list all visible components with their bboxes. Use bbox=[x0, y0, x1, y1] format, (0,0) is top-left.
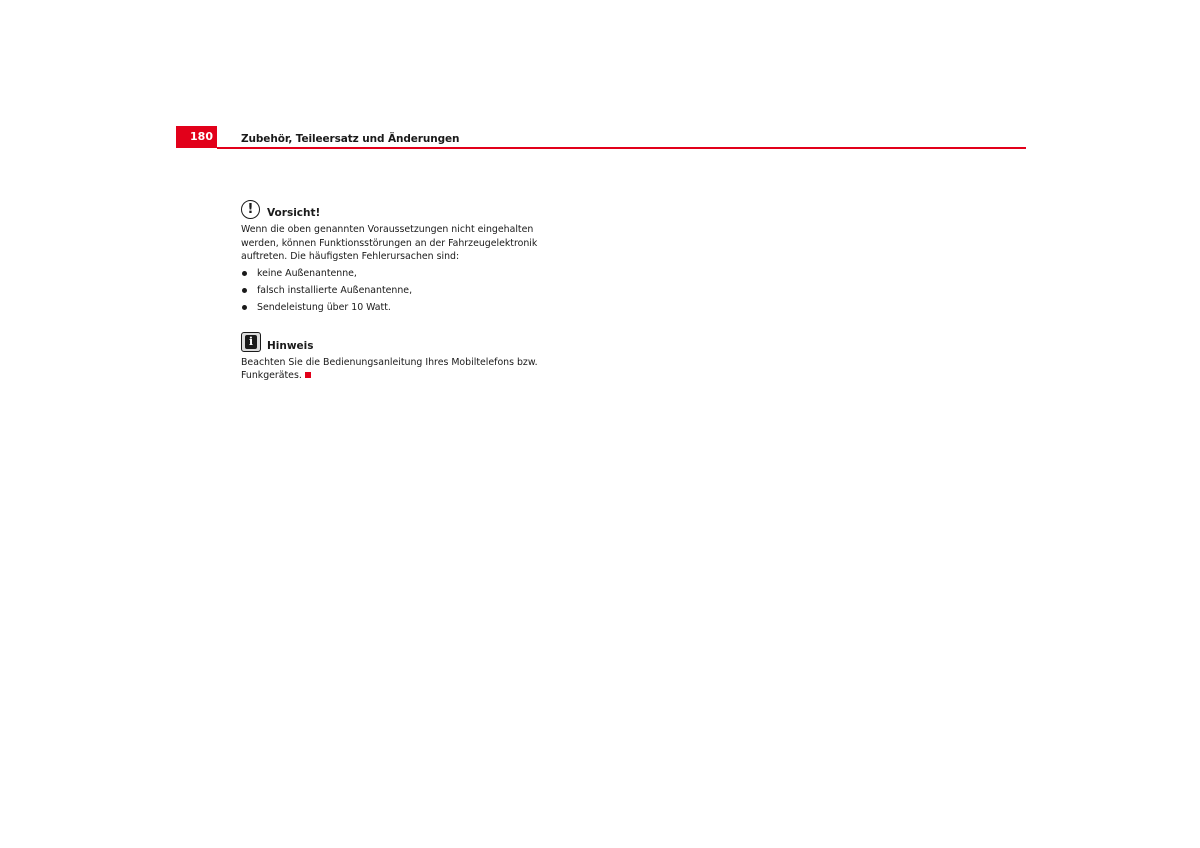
note-text: Beachten Sie die Bedienungsanleitung Ihres Mobiltelefons bzw. Funkgerätes. bbox=[241, 356, 538, 382]
page-content bbox=[241, 197, 571, 383]
list-item: Sendeleistung über 10 Watt. bbox=[241, 301, 571, 315]
exclamation-circle-icon: ! bbox=[241, 200, 260, 219]
note-title: Hinweis bbox=[267, 339, 314, 352]
page-header bbox=[176, 126, 1026, 150]
caution-text: Wenn die oben genannten Voraussetzungen nicht eingehalten werden, können Funktionsstörungen an der Fahrzeugelektronik auftreten. Die häufigsten Fehlerursachen sind: bbox=[241, 224, 538, 263]
section-end-marker bbox=[305, 372, 311, 378]
note-heading bbox=[241, 330, 571, 352]
page-number: 180 bbox=[176, 126, 217, 148]
caution-title: Vorsicht! bbox=[267, 207, 321, 219]
note-text-block bbox=[241, 356, 571, 383]
caution-heading bbox=[241, 197, 571, 219]
list-item: keine Außenantenne, bbox=[241, 267, 571, 281]
note-notice bbox=[241, 330, 571, 383]
caution-notice bbox=[241, 197, 571, 314]
header-rule bbox=[217, 147, 1026, 149]
chapter-title: Zubehör, Teileersatz und Änderungen bbox=[241, 133, 460, 145]
info-icon: i bbox=[241, 332, 261, 352]
caution-bullet-list bbox=[241, 267, 571, 315]
list-item: falsch installierte Außenantenne, bbox=[241, 284, 571, 298]
